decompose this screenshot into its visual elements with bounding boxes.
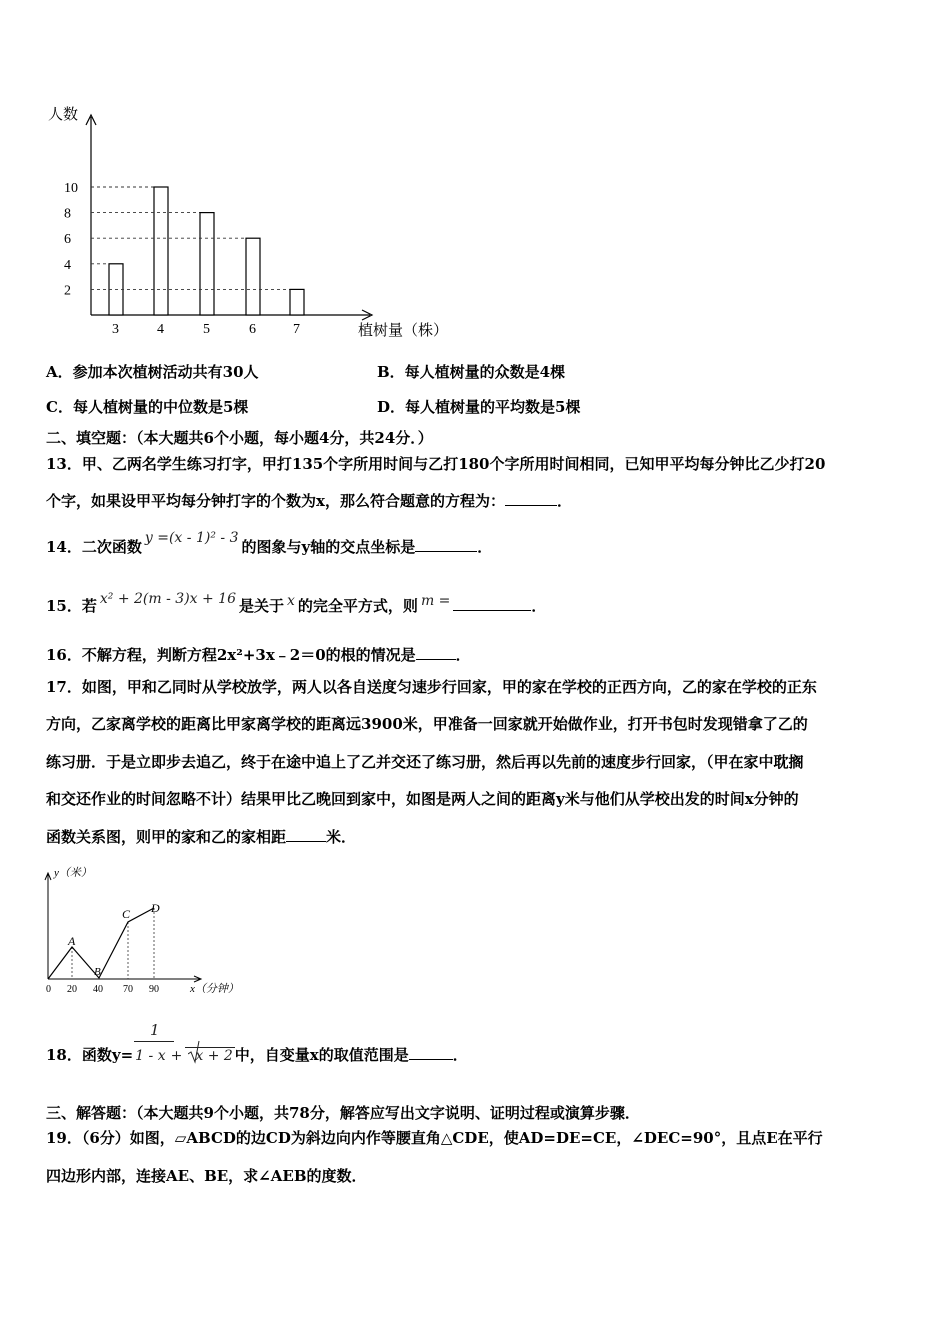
x-tick-0: 0 (46, 984, 51, 995)
q14-answer-blank (415, 537, 477, 552)
q18-fraction-denominator: 1 - x (135, 1048, 166, 1064)
tree-planting-bar-chart (40, 95, 490, 345)
x-axis-label: x（分钟） (190, 983, 239, 995)
q15-prefix: 15．若 (46, 597, 97, 615)
q15-end: ． (531, 597, 547, 615)
y-axis-label: y（米） (54, 867, 92, 879)
option-b: B．每人植树量的众数是4棵 (377, 363, 566, 381)
distance-time-chart (38, 862, 258, 1002)
q14-end: ． (477, 538, 493, 556)
x-tick-label: 4 (157, 322, 164, 337)
option-c: C．每人植树量的中位数是5棵 (46, 398, 249, 416)
bar-5 (200, 213, 214, 315)
x-axis-label: 植树量（株） (358, 323, 449, 339)
y-tick-label: 6 (64, 232, 71, 248)
q19-line2: 四边形内部，连接AE、BE，求∠AEB的度数． (46, 1167, 367, 1185)
q17-line4: 和交还作业的时间忽略不计）结果甲比乙晚回到家中，如图是两人之间的距离y米与他们从学校出发的时间x分钟的 (46, 790, 799, 808)
q18-radicand: x + 2 (195, 1048, 233, 1064)
q18 (46, 1045, 468, 1066)
q14-formula: y =(x - 1)² - 3 (144, 530, 239, 546)
q15-var-m: m = (420, 593, 451, 609)
q16-answer-blank (416, 645, 456, 660)
bar-4 (154, 187, 168, 315)
q17-line5 (46, 827, 356, 847)
y-tick-label: 2 (64, 283, 71, 299)
q18-answer-blank (409, 1045, 453, 1060)
y-tick-label: 8 (64, 206, 71, 222)
x-tick-label: 6 (249, 322, 256, 337)
y-axis-label: 人数 (48, 107, 79, 123)
bar-7 (290, 289, 304, 315)
q13-end: ． (556, 492, 572, 510)
q14-suffix: 的图象与y轴的交点坐标是 (241, 538, 416, 556)
q18-fraction-numerator: 1 (150, 1021, 160, 1039)
x-tick-label: 5 (203, 322, 210, 337)
q19-line1: 19．（6分）如图，▱ABCD的边CD为斜边向内作等腰直角△CDE，使AD=DE=CE，∠DEC=90°，且点E在平行 (46, 1129, 823, 1147)
q17-end: 米． (326, 828, 357, 846)
section2-title: 二、填空题：（本大题共6个小题，每小题4分，共24分．） (46, 429, 433, 447)
q15 (46, 591, 547, 617)
q18-suffix: 中，自变量x的取值范围是 (234, 1046, 409, 1064)
q18-end: ． (452, 1046, 468, 1064)
x-tick-70: 70 (123, 984, 133, 995)
x-tick-40: 40 (93, 984, 103, 995)
q15-formula: x² + 2(m - 3)x + 16 (99, 591, 236, 607)
bar-6 (246, 238, 260, 315)
y-tick-label: 4 (64, 257, 71, 273)
q18-plus: + (170, 1048, 183, 1064)
q15-mid2: 的完全平方式，则 (297, 597, 418, 615)
point-b-label: B (94, 966, 101, 978)
option-d: D．每人植树量的平均数是5棵 (377, 398, 581, 416)
q15-var-x: x (287, 593, 295, 609)
point-c-label: C (122, 907, 131, 921)
distance-line (48, 908, 154, 979)
q13-text: 个字，如果设甲平均每分钟打字的个数为x，那么符合题意的方程为： (46, 492, 505, 510)
q16-text: 16．不解方程，判断方程2x²+3x﹣2＝0的根的情况是 (46, 646, 416, 664)
q13-line1: 13．甲、乙两名学生练习打字，甲打135个字所用时间与乙打180个字所用时间相同，已知甲平均每分钟比乙少打20 (46, 455, 826, 473)
q17-line3: 练习册．于是立即步去追乙，终于在途中追上了乙并交还了练习册，然后再以先前的速度步行回家，（甲在家中耽搁 (46, 753, 804, 771)
q13-answer-blank (505, 491, 557, 506)
x-tick-label: 3 (112, 322, 119, 337)
q17-line1: 17．如图，甲和乙同时从学校放学，两人以各自送度匀速步行回家，甲的家在学校的正西方向，乙的家在学校的正东 (46, 678, 817, 696)
sqrt-sign-icon (188, 1040, 200, 1064)
q18-prefix: 18．函数y= (46, 1046, 134, 1064)
point-d-label: D (151, 901, 160, 915)
section3-title: 三、解答题：（本大题共9个小题，共78分，解答应写出文字说明、证明过程或演算步骤． (46, 1104, 640, 1122)
q14-prefix: 14．二次函数 (46, 538, 142, 556)
q15-answer-blank (453, 596, 531, 611)
y-tick-label: 10 (64, 181, 78, 196)
q17-line2: 方向，乙家离学校的距离比甲家离学校的距离远3900米，甲准备一回家就开始做作业，打开书包时发现错拿了乙的 (46, 715, 808, 733)
q18-fraction-bar (134, 1041, 174, 1042)
x-tick-90: 90 (149, 984, 159, 995)
q13-line2 (46, 491, 572, 511)
point-a-label: A (68, 934, 76, 948)
q16 (46, 645, 471, 665)
q17-answer-blank (286, 827, 326, 842)
option-a: A．参加本次植树活动共有30人 (46, 363, 259, 381)
x-tick-label: 7 (293, 322, 300, 337)
q15-mid: 是关于 (239, 597, 285, 615)
x-tick-20: 20 (67, 984, 77, 995)
q17-text: 函数关系图，则甲的家和乙的家相距 (46, 828, 287, 846)
q16-end: ． (455, 646, 471, 664)
q14 (46, 530, 493, 558)
